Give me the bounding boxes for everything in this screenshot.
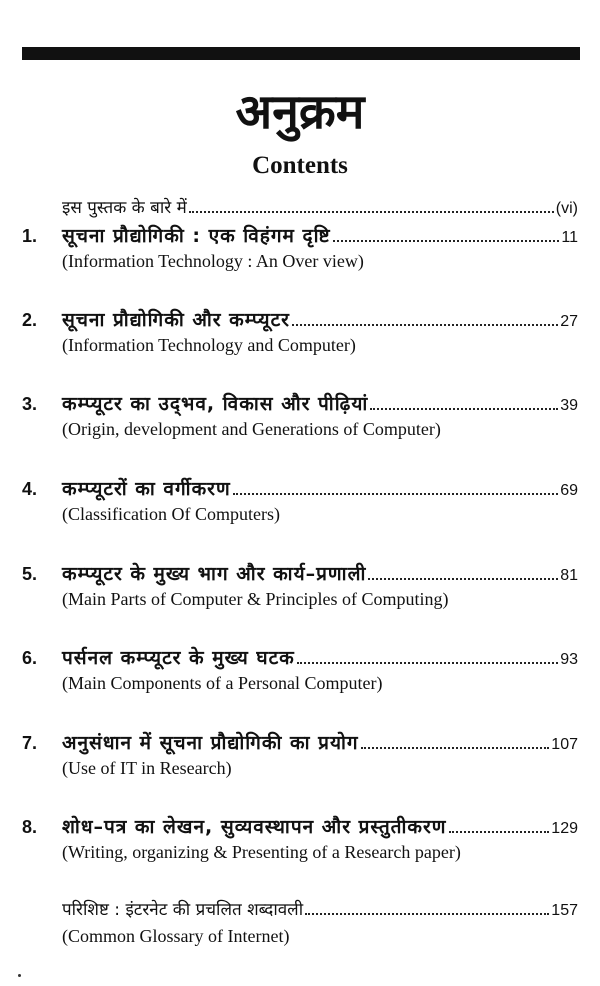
chapter-number: 3. <box>22 394 38 414</box>
toc-title-english: (Common Glossary of Internet) <box>62 926 290 946</box>
dot-leader <box>370 408 558 410</box>
toc-page: 129 <box>551 820 578 837</box>
toc-title-hindi: सूचना प्रौद्योगिकी और कम्प्यूटर <box>62 309 290 331</box>
chapter-number: 7. <box>22 733 38 753</box>
toc-entry-chapter-2[interactable] <box>22 306 578 358</box>
dot-leader <box>297 662 558 664</box>
toc-title-english: (Main Components of a Personal Computer) <box>62 673 383 693</box>
toc-entry-chapter-3[interactable] <box>22 390 578 442</box>
chapter-number: 8. <box>22 817 38 837</box>
toc-title-hindi: कम्प्यूटर के मुख्य भाग और कार्य–प्रणाली <box>62 563 367 585</box>
toc-title-hindi: पर्सनल कम्प्यूटर के मुख्य घटक <box>62 647 295 669</box>
toc-entry-chapter-5[interactable] <box>22 560 578 612</box>
toc-title-hindi: कम्प्यूटरों का वर्गीकरण <box>62 478 231 500</box>
toc-page: 157 <box>551 902 578 919</box>
toc-title-english: (Writing, organizing & Presenting of a Research paper) <box>62 842 461 862</box>
chapter-number: 5. <box>22 564 38 584</box>
toc-entry-chapter-8[interactable] <box>22 813 578 865</box>
scan-speck <box>18 974 21 977</box>
page-subtitle: Contents <box>252 152 348 179</box>
dot-leader <box>189 211 554 213</box>
toc-page: 69 <box>560 482 578 499</box>
toc-intro[interactable] <box>22 195 578 221</box>
toc-title-english: (Origin, development and Generations of Computer) <box>62 419 441 439</box>
dot-leader <box>305 913 549 915</box>
dot-leader <box>292 324 558 326</box>
dot-leader <box>333 240 560 242</box>
toc-entry-chapter-6[interactable] <box>22 644 578 696</box>
toc-page: (vi) <box>555 200 578 217</box>
toc-title-hindi: सूचना प्रौद्योगिकी : एक विहंगम दृष्टि <box>62 225 331 247</box>
toc-entry-chapter-4[interactable] <box>22 475 578 527</box>
toc-title-english: (Information Technology : An Over view) <box>62 251 364 271</box>
toc-title-english: (Information Technology and Computer) <box>62 335 356 355</box>
toc-title-hindi: इस पुस्तक के बारे में <box>62 198 187 218</box>
toc-entry-chapter-7[interactable] <box>22 729 578 781</box>
toc-page: 27 <box>560 313 578 330</box>
toc-page: 81 <box>560 567 578 584</box>
dot-leader <box>449 831 550 833</box>
page-title: अनुक्रम <box>235 84 365 140</box>
toc-title-english: (Classification Of Computers) <box>62 504 280 524</box>
toc-page: 11 <box>561 229 578 246</box>
toc-title-hindi: अनुसंधान में सूचना प्रौद्योगिकी का प्रयोग <box>62 732 359 754</box>
header-rule <box>22 47 580 60</box>
toc-title-english: (Main Parts of Computer & Principles of Computing) <box>62 589 449 609</box>
toc-page: 93 <box>560 651 578 668</box>
dot-leader <box>361 747 550 749</box>
chapter-number: 2. <box>22 310 38 330</box>
toc-title-hindi: कम्प्यूटर का उद्‌भव, विकास और पीढ़ियां <box>62 393 369 415</box>
toc-title-english: (Use of IT in Research) <box>62 758 232 778</box>
dot-leader <box>368 578 558 580</box>
chapter-number: 6. <box>22 648 38 668</box>
toc-page: 107 <box>551 736 578 753</box>
chapter-number: 1. <box>22 226 38 246</box>
toc-entry-chapter-1[interactable] <box>22 222 578 274</box>
toc-page: 39 <box>560 397 578 414</box>
dot-leader <box>233 493 559 495</box>
chapter-number: 4. <box>22 479 38 499</box>
toc-appendix[interactable] <box>22 897 578 949</box>
toc-title-hindi: परिशिष्ट : इंटरनेट की प्रचलित शब्दावली <box>62 900 304 920</box>
toc-title-hindi: शोध–पत्र का लेखन, सुव्यवस्थापन और प्रस्तुतीकरण <box>62 816 447 838</box>
